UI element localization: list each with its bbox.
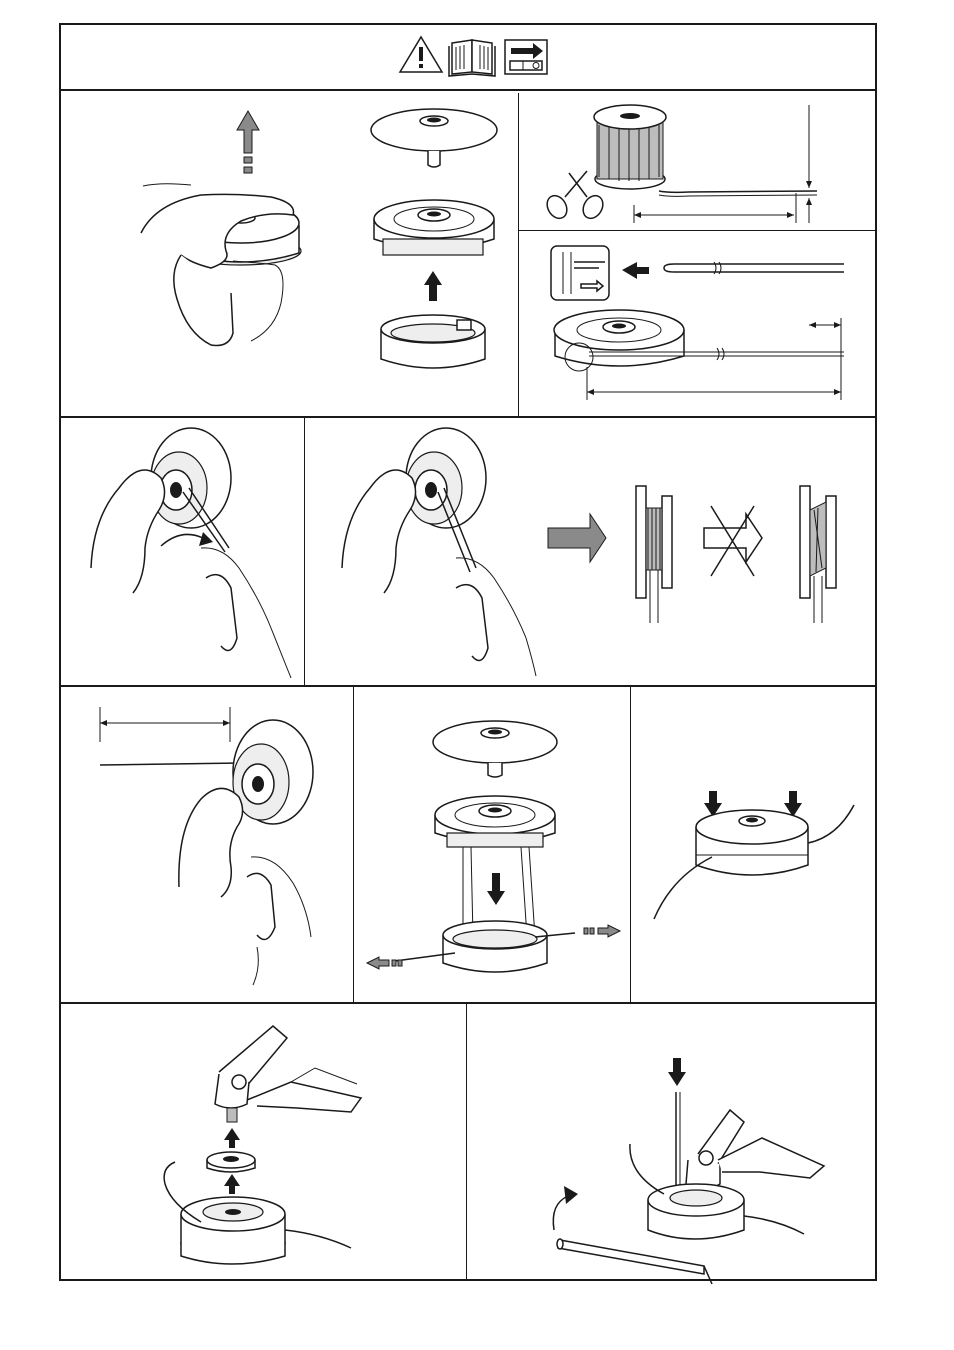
line-end	[100, 763, 241, 765]
crossed-arrow-icon	[704, 506, 762, 576]
step-fold-and-insert-panel	[519, 232, 875, 417]
left-arrow-icon	[367, 957, 402, 969]
step-cut-line-panel	[519, 93, 875, 231]
dimension-lines	[100, 707, 230, 742]
step-leave-line-end-panel	[61, 687, 354, 1003]
gear-head	[215, 1026, 361, 1122]
hand-illustration	[141, 184, 294, 346]
right-arrow-icon	[548, 514, 606, 562]
trimmer-head	[164, 1162, 351, 1264]
header-panel	[59, 23, 877, 91]
spool-side-view	[151, 428, 231, 528]
left-arrow-icon	[622, 262, 649, 279]
folded-line	[664, 262, 844, 274]
step-lock-and-tighten-panel	[468, 1004, 875, 1279]
spool	[374, 200, 494, 255]
step-press-cover-panel	[632, 687, 875, 1003]
line-reel	[594, 105, 666, 189]
spool-housing	[395, 921, 575, 972]
rotate-arrow-icon	[161, 532, 213, 546]
down-arrow-icon	[668, 1058, 686, 1086]
wrench	[557, 1239, 712, 1284]
washer	[207, 1152, 255, 1172]
step-reassemble-spool-panel	[355, 687, 631, 1003]
rotate-arrow-icon	[553, 1186, 578, 1230]
trimmer-head	[654, 805, 854, 919]
spool-housing	[381, 315, 485, 368]
step-wind-line-evenly-panel	[306, 418, 875, 686]
uneven-winding	[800, 486, 836, 623]
step-remove-cover-panel	[61, 93, 519, 417]
spool	[435, 796, 555, 937]
step-mount-head-panel	[61, 1004, 467, 1279]
even-winding	[636, 486, 672, 623]
spool-cover	[433, 721, 557, 777]
up-arrow-icon	[224, 1174, 240, 1194]
open-book-icon	[449, 40, 495, 76]
step-wind-line-hand-panel	[61, 418, 305, 686]
spool-with-line	[554, 310, 844, 371]
up-arrow-icon	[424, 271, 442, 301]
spool-side-view	[233, 720, 313, 824]
detail-inset	[551, 246, 609, 300]
right-arrow-icon	[584, 925, 620, 937]
warning-triangle-icon	[400, 37, 442, 72]
up-arrow-icon	[224, 1128, 240, 1148]
read-manual-arrow-icon	[505, 40, 547, 74]
spool-cover	[371, 109, 497, 167]
up-arrow-icon	[237, 111, 259, 173]
down-arrow-icon	[487, 873, 505, 905]
gear-head	[686, 1110, 824, 1189]
